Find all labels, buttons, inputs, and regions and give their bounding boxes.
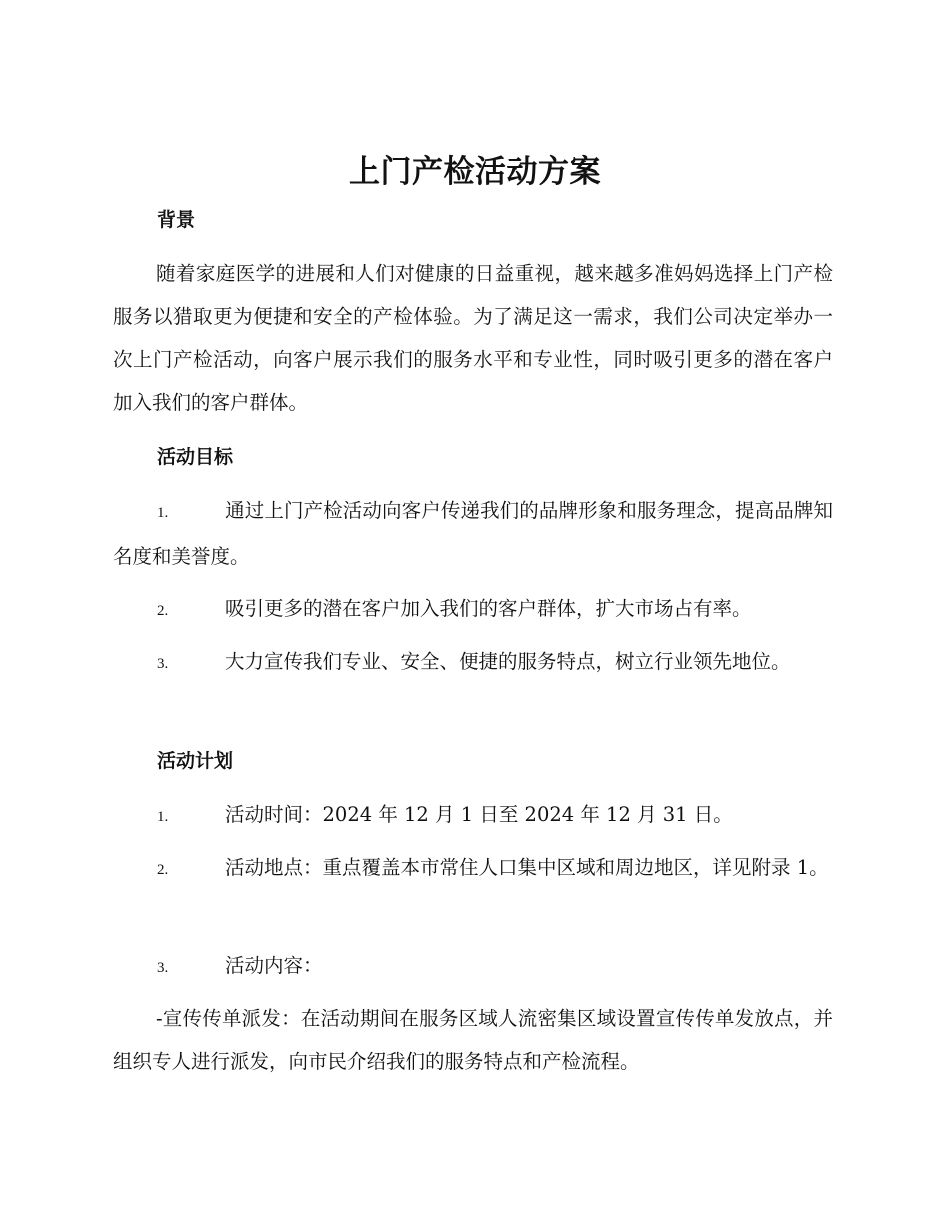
goal-item-2 (113, 587, 833, 633)
goal-item-1 (113, 489, 833, 578)
list-item-text: 大力宣传我们专业、安全、便捷的服务特点，树立行业领先地位。 (225, 650, 791, 673)
list-item-text: 活动地点：重点覆盖本市常住人口集中区域和周边地区，详见附录 1。 (225, 856, 829, 879)
heading-goals: 活动目标 (157, 446, 234, 468)
heading-background: 背景 (157, 209, 196, 231)
plan-item-1 (113, 793, 833, 839)
plan-sub-item-flyers: -宣传传单派发：在活动期间在服务区域人流密集区域设置宣传传单发放点，并组织专人进行派发，向市民介绍我们的服务特点和产检流程。 (113, 1007, 833, 1073)
list-number: 1. (157, 809, 169, 825)
paragraph-background: 随着家庭医学的进展和人们对健康的日益重视，越来越多准妈妈选择上门产检服务以猎取更为便捷和安全的产检体验。为了满足这一需求，我们公司决定举办一次上门产检活动，向客户展示我们的服务水平和专业性，同时吸引更多的潜在客户加入我们的客户群体。 (113, 262, 833, 414)
list-item-text: 活动内容： (225, 954, 323, 977)
goal-item-3 (113, 640, 833, 686)
list-number: 3. (157, 656, 169, 672)
document-title: 上门产检活动方案 (349, 154, 601, 190)
plan-item-2 (113, 846, 833, 892)
heading-plan: 活动计划 (157, 750, 234, 772)
list-item-text: 通过上门产检活动向客户传递我们的品牌形象和服务理念，提高品牌知名度和美誉度。 (113, 499, 833, 568)
list-number: 3. (157, 960, 169, 976)
list-number: 2. (157, 603, 169, 619)
list-number: 1. (157, 505, 169, 521)
list-item-text: 吸引更多的潜在客户加入我们的客户群体，扩大市场占有率。 (225, 597, 752, 620)
plan-item-3 (113, 944, 833, 990)
list-item-text: 活动时间：2024 年 12 月 1 日至 2024 年 12 月 31 日。 (225, 803, 733, 826)
list-number: 2. (157, 862, 169, 878)
